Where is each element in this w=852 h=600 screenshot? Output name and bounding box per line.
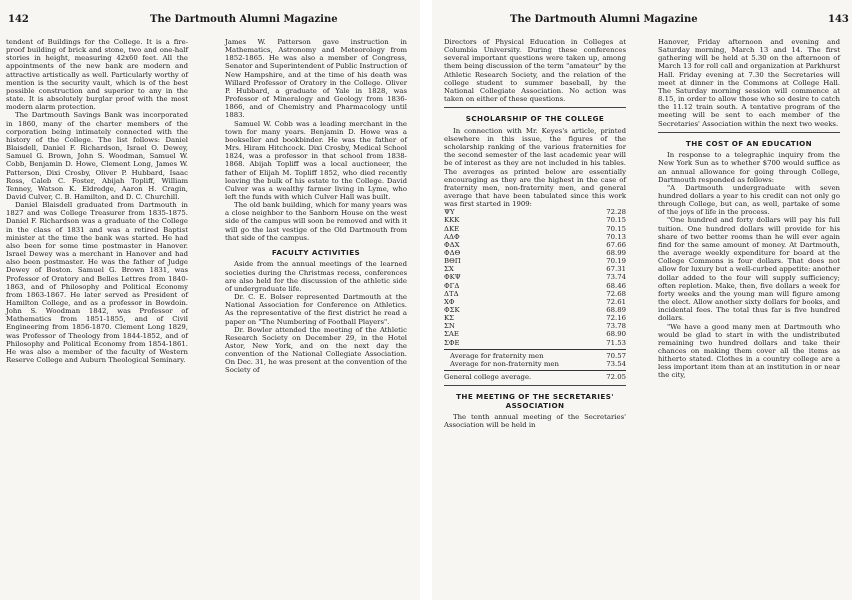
fraternity-name: ΨΥ	[444, 208, 455, 217]
table-row	[444, 314, 626, 322]
secretaries-heading: THE MEETING OF THE SECRETARIES' ASSOCIATION	[456, 392, 614, 410]
paragraph: Samuel W. Cobb was a leading merchant in the town for many years. Benjamin D. Howe was a bookseller and bookbinder. He was the father of Mrs. Hiram Hitchcock. Dixi Crosby, Medical School 1824, was a professor in that school from 1838-1868. Abijah Topliff was a local auctioneer, the father of Elijah M. Topliff 1852, who died recently leaving the bulk of his estate to the College. David Culver was a wealthy farmer living in Lyme, who left the funds with which Culver Hall was built.	[225, 119, 407, 201]
general-average-row	[444, 373, 626, 381]
divider	[444, 385, 626, 386]
divider	[658, 132, 840, 133]
fraternity-score: 73.78	[606, 322, 626, 331]
table-row	[444, 265, 626, 273]
fraternity-score: 70.15	[606, 224, 626, 233]
divider	[444, 370, 626, 371]
paragraph: In connection with Mr. Keyes's article, printed elsewhere in this issue, the figures of the scholarship ranking of the various fraternities for the second semester of the last academic year will be of interest as they are not included in his tables. The averages as printed below are essentially encouraging as they are the highest in the case of fraternity men, non-fraternity men, and general average that have been tabulated since this work was first started in 1909:	[444, 126, 626, 209]
table-row	[444, 339, 626, 347]
fraternity-name: ΦΓΔ	[444, 281, 460, 290]
table-row	[444, 216, 626, 224]
table-row	[444, 225, 626, 233]
table-row	[444, 241, 626, 249]
fraternity-name: ΦΔΧ	[444, 240, 460, 249]
fraternity-score: 70.15	[606, 216, 626, 225]
avg-nonfraternity-value: 73.54	[606, 359, 626, 368]
fraternity-name: ΚΚΚ	[444, 216, 460, 225]
right-page	[432, 0, 852, 600]
faculty-activities-heading: FACULTY ACTIVITIES	[271, 247, 361, 257]
divider	[444, 107, 626, 108]
page-number-right: 143	[828, 14, 849, 25]
table-row	[444, 257, 626, 265]
fraternity-name: ΣΑΕ	[444, 330, 459, 339]
fraternity-score: 70.13	[606, 232, 626, 241]
right-column-1	[444, 38, 626, 429]
fraternity-score: 72.28	[606, 208, 626, 217]
table-row	[444, 233, 626, 241]
running-head-left: The Dartmouth Alumni Magazine	[150, 14, 338, 25]
fraternity-score: 70.19	[606, 257, 626, 266]
fraternity-score: 68.99	[606, 249, 626, 258]
fraternity-score: 72.68	[606, 289, 626, 298]
right-column-2	[658, 38, 840, 380]
fraternity-score: 72.16	[606, 314, 626, 323]
avg-nonfraternity-label: Average for non-fraternity men	[450, 359, 559, 368]
fraternity-score: 73.74	[606, 273, 626, 282]
left-page	[0, 0, 420, 600]
paragraph: tendent of Buildings for the College. It is a fire-proof building of brick and stone, two and one-half stories in height, measuring 42x60 feet. All the appointments of the new bank are modern and attractive artistically as well. Particularly worthy of mention is the security vault, which is of the best possible construction and superior to any in the state. It is absolutely burglar proof with the most modern alarm protection.	[6, 38, 188, 112]
average-row	[444, 352, 626, 360]
cost-of-education-heading: THE COST OF AN EDUCATION	[685, 138, 813, 148]
fraternity-name: ΒΘΠ	[444, 257, 461, 266]
fraternity-name: ΦΚΨ	[444, 273, 461, 282]
fraternity-score: 68.46	[606, 281, 626, 290]
divider	[444, 349, 626, 350]
fraternity-name: ΚΣ	[444, 314, 455, 323]
fraternity-score: 68.90	[606, 330, 626, 339]
table-row	[444, 330, 626, 338]
fraternity-name: ΧΦ	[444, 297, 455, 306]
scholarship-table	[444, 208, 626, 381]
fraternity-name: ΔΤΔ	[444, 289, 459, 298]
fraternity-name: ΣΧ	[444, 265, 454, 274]
fraternity-name: ΑΔΦ	[444, 232, 460, 241]
fraternity-score: 67.66	[606, 240, 626, 249]
page-number-left: 142	[8, 14, 29, 25]
fraternity-score: 72.61	[606, 297, 626, 306]
table-row	[444, 273, 626, 281]
general-average-value: 72.05	[606, 372, 626, 381]
paragraph: The old bank building, which for many years was a close neighbor to the Sanborn House on the west side of the campus will soon be removed and with it will go the last vestige of the Old Dartmouth from that side of the campus.	[225, 201, 407, 242]
fraternity-name: ΣΝ	[444, 322, 455, 331]
fraternity-name: ΦΔΘ	[444, 249, 461, 258]
table-row	[444, 249, 626, 257]
table-row	[444, 208, 626, 216]
table-row	[444, 322, 626, 330]
table-row	[444, 306, 626, 314]
general-average-label: General college average.	[444, 372, 532, 381]
paragraph: Hanover, Friday afternoon and evening and Saturday morning, March 13 and 14. The first gathering will be held at 5.30 on the afternoon of March 13 for roll call and organization at Parkhurst Hall. Friday evening at 7.30 the Secretaries will meet at dinner in the Commons at College Hall. The Saturday morning session will commence at 8.15, in order to allow those who so desire to catch the 11.12 train south. A tentative program of the meeting will be sent to each member of the Secretaries' Association within the next two weeks.	[658, 38, 840, 128]
paragraph: Directors of Physical Education in Colleges at Columbia University. During these conferences several important questions were taken up, among them being discussion of the term "amateur" by the Athletic Research Society, and the relation of the college student to summer baseball, by the National Collegiate Association. No action was taken on either of these questions.	[444, 38, 626, 104]
fraternity-score: 68.89	[606, 306, 626, 314]
avg-fraternity-label: Average for fraternity men	[450, 351, 544, 360]
paragraph: Aside from the annual meetings of the learned societies during the Christmas recess, conferences are also held for the discussion of the athletic side of undergraduate life.	[225, 260, 407, 293]
paragraph: Daniel Blaisdell graduated from Dartmouth in 1827 and was College Treasurer from 1835-1875. Daniel F. Richardson was a graduate of the College in the class of 1831 and was a retired Baptist minister at the time the bank was started. He had also been for some time postmaster in Hanover. Israel Dewey was a merchant in Hanover and had also been postmaster. He was the father of Judge Dewey of Boston. Samuel G. Brown 1831, was Professor of Oratory and Belles Lettres from 1840-1863, and of Philosophy and Political Economy from 1863-1867. He later served as President of Hamilton College, and as a professor in Bowdoin. John S. Woodman 1842, was Professor of Mathematics from 1851-1855, and of Civil Engineering from 1856-1870. Clement Long 1829, was Professor of Theology from 1844-1852, and of Philosophy and Political Economy from 1854-1861. He was also a member of the faculty of Western Reserve College and Auburn Theological Seminary.	[6, 201, 188, 365]
scholarship-heading: SCHOLARSHIP OF THE COLLEGE	[465, 114, 605, 124]
paragraph: "We have a good many men at Dartmouth who would be glad to start in with the undistributed remaining two hundred dollars and take their chances on making them cover all the items as hitherto stated. Clothes in a country college are a less important item than at an institution in or near the city,	[658, 322, 840, 380]
running-head-right: The Dartmouth Alumni Magazine	[510, 14, 698, 25]
left-column-1	[6, 38, 188, 364]
paragraph: James W. Patterson gave instruction in Mathematics, Astronomy and Meteorology from 1852-1865. He was also a member of Congress, Senator and Superintendent of Public Instruction of New Hampshire, and at the time of his death was Willard Professor of Oratory in the College. Oliver P. Hubbard, a graduate of Yale in 1828, was Professor of Mineralogy and Geology from 1836-1866, and of Chemistry and Pharmacology until 1883.	[225, 38, 407, 120]
fraternity-score: 67.31	[606, 265, 626, 274]
paragraph: The tenth annual meeting of the Secretaries' Association will be held in	[444, 413, 626, 430]
average-row	[444, 360, 626, 368]
paragraph: "A Dartmouth undergraduate with seven hundred dollars a year to his credit can not only go through College, but can, as well, partake of some of the joys of life in the process.	[658, 183, 840, 217]
gutter	[420, 0, 432, 600]
paragraph: Dr. Bowler attended the meeting of the Athletic Research Society on December 29, in the Hotel Astor, New York, and on the next day the convention of the National Collegiate Association. On Dec. 31, he was present at the convention of the Society of	[225, 325, 407, 375]
paragraph: The Dartmouth Savings Bank was incorporated in 1860, many of the charter members of the corporation being intimately connected with the history of the College. The list follows: Daniel Blaisdell, Daniel F. Richardson, Israel O. Dewey, Samuel G. Brown, John S. Woodman, Samuel W. Cobb, Benjamin D. Howe, Clement Long, James W. Patterson, Dixi Crosby, Oliver P. Hubbard, Isaac Ross, Caleb C. Foster, Abijah Topliff, William Tenney, Watson K. Eldredge, Aaron H. Cragin, David Culver, C. B. Hamilton, and D. C. Churchill.	[6, 111, 188, 201]
table-row	[444, 290, 626, 298]
table-row	[444, 298, 626, 306]
paragraph: In response to a telegraphic inquiry from the New York Sun as to whether $700 would suffice as an annual allowance for going through College, Dartmouth responded as follows:	[658, 151, 840, 184]
left-column-2	[225, 38, 407, 375]
fraternity-name: ΦΣΚ	[444, 306, 460, 314]
fraternity-name: ΔΚΕ	[444, 224, 460, 233]
paragraph: Dr. C. E. Bolser represented Dartmouth at the National Association for Conference on Athletics. As the representative of the first district he read a paper on "The Numbering of Football Players".	[225, 293, 407, 326]
table-row	[444, 282, 626, 290]
fraternity-name: ΣΦΕ	[444, 338, 460, 347]
paragraph: "One hundred and forty dollars will pay his full tuition. One hundred dollars will provide for his share of two better rooms than he will ever again find for the same amount of money. At Dartmouth, the average weekly expenditure for board at the College Commons is four dollars. That does not allow for luxury but a well-curbed appetite: another dollar added to the four will supply sufficiency; often repletion. Make, then, five dollars a week for forty weeks and the young man will figure among the elect. Allow another sixty dollars for books, and incidental fees. The total thus far is five hundred dollars.	[658, 216, 840, 323]
avg-fraternity-value: 70.57	[606, 351, 626, 360]
fraternity-score: 71.53	[606, 338, 626, 347]
